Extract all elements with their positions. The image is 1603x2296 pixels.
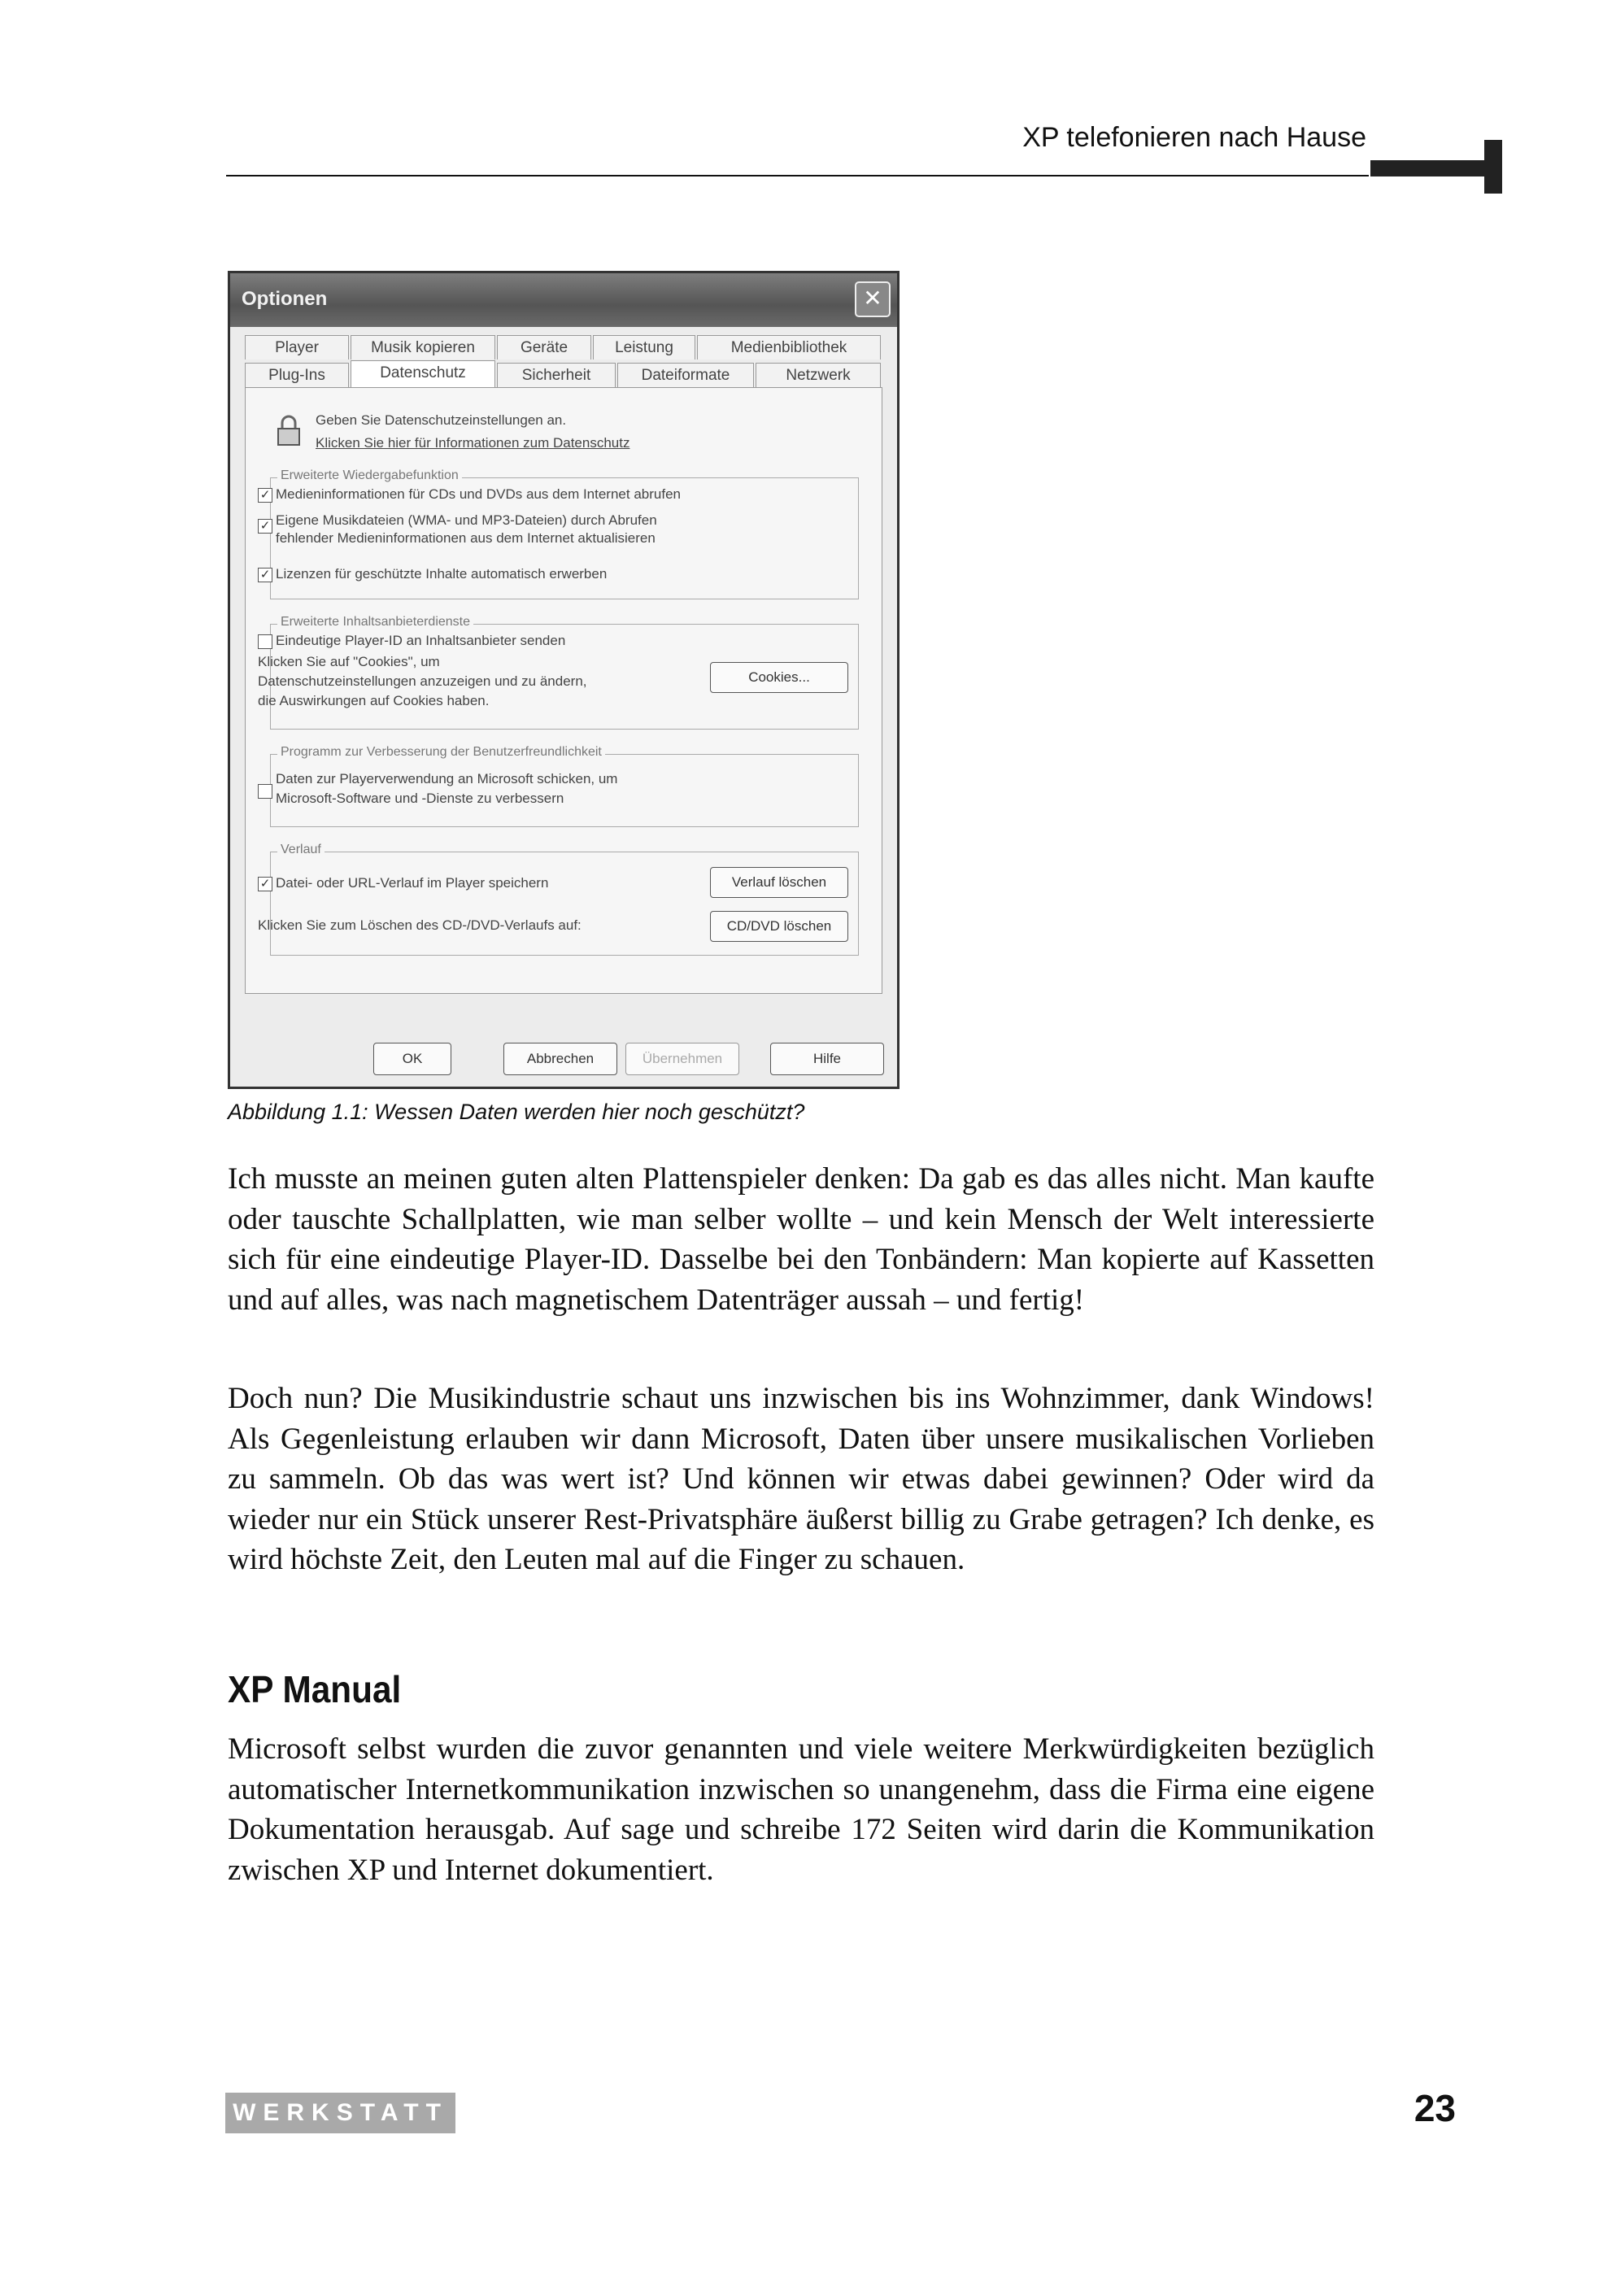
privacy-info-link: Klicken Sie hier für Informationen zum Datenschutz xyxy=(316,435,630,451)
checkbox-player-id xyxy=(258,634,272,649)
clear-history-button: Verlauf löschen xyxy=(710,867,848,898)
group-content-providers xyxy=(258,615,859,730)
paragraph-1: Ich musste an meinen guten alten Plattenspieler denken: Da gab es das alles nicht. Man kaufte oder tauschte Schallplatten, wie man selber wollte – und kein Mensch der Welt interessierte sich für eine eindeutige Player-ID. Dasselbe bei den Tonbändern: Man kopierte auf Kassetten und auf alles, was nach magnetischem Datenträger aussah – und fertig! xyxy=(228,1162,1374,1317)
cookies-text-1: Klicken Sie auf "Cookies", um xyxy=(258,654,440,669)
privacy-panel xyxy=(245,387,882,994)
help-button: Hilfe xyxy=(770,1043,884,1075)
publisher-logo: WERKSTATT xyxy=(225,2093,455,2133)
clear-cd-history-button: CD/DVD löschen xyxy=(710,911,848,942)
header-rule xyxy=(226,175,1369,176)
ok-button: OK xyxy=(373,1043,451,1075)
tabs-row-1 xyxy=(245,335,882,361)
tab-datenschutz: Datenschutz xyxy=(351,360,495,388)
section-heading: XP Manual xyxy=(228,1668,402,1710)
page-number: 23 xyxy=(1414,2087,1456,2129)
checkbox-usage-data xyxy=(258,784,272,799)
group-content-providers-title: Erweiterte Inhaltsanbieterdienste xyxy=(277,615,473,630)
label-update-music-files-1: Eigene Musikdateien (WMA- und MP3-Dateien) durch Abrufen xyxy=(276,512,657,528)
tab-leistung: Leistung xyxy=(593,335,695,359)
tab-sicherheit: Sicherheit xyxy=(497,363,616,387)
cookies-button: Cookies... xyxy=(710,662,848,693)
group-usability-program xyxy=(270,745,859,827)
dialog-titlebar xyxy=(230,273,897,327)
options-dialog-screenshot xyxy=(228,271,900,1089)
label-update-music-files-2: fehlender Medieninformationen aus dem Internet aktualisieren xyxy=(276,530,656,546)
label-media-info: Medieninformationen für CDs und DVDs aus dem Internet abrufen xyxy=(276,486,681,502)
group-history-title: Verlauf xyxy=(277,843,325,857)
tab-plug-ins: Plug-Ins xyxy=(245,363,349,387)
cancel-button: Abbrechen xyxy=(503,1043,617,1075)
group-playback-title: Erweiterte Wiedergabefunktion xyxy=(277,468,462,483)
privacy-intro-text: Geben Sie Datenschutzeinstellungen an. xyxy=(316,412,567,428)
header-tab-marker-drop xyxy=(1484,140,1502,194)
checkbox-update-music-files: ✓ xyxy=(258,519,272,534)
cookies-text-2: Datenschutzeinstellungen anzuzeigen und zu ändern, xyxy=(258,673,587,689)
figure-caption: Abbildung 1.1: Wessen Daten werden hier noch geschützt? xyxy=(228,1100,805,1124)
label-history: Datei- oder URL-Verlauf im Player speichern xyxy=(276,875,549,891)
checkbox-media-info: ✓ xyxy=(258,488,272,503)
checkbox-licenses: ✓ xyxy=(258,568,272,582)
paragraph-2: Doch nun? Die Musikindustrie schaut uns inzwischen bis ins Wohnzimmer, dank Windows! Als Gegenleistung erlauben wir dann Microsoft, Daten über unsere musikalischen Vorlieben zu sammeln. Ob das was wert ist? Und können wir etwas dabei gewinnen? Oder wird da wieder nur ein Stück unserer Rest-Privatsphäre äußerst billig zu Grabe getragen? Ich denke, es wird höchste Zeit, den Leuten mal auf die Finger zu schauen. xyxy=(228,1382,1374,1576)
tab-geraete: Geräte xyxy=(497,335,591,359)
label-usage-data-2: Microsoft-Software und -Dienste zu verbessern xyxy=(276,791,564,806)
paragraph-3: Microsoft selbst wurden die zuvor genannten und viele weitere Merkwürdigkeiten bezüglich automatischer Internetkommunikation inzwischen so unangenehm, dass die Firma eine eigene Dokumentation herausgab. Auf sage und schreibe 172 Seiten wird darin die Kommunikation zwischen XP und Internet dokumentiert. xyxy=(228,1732,1374,1887)
cd-history-text: Klicken Sie zum Löschen des CD-/DVD-Verlaufs auf: xyxy=(258,917,582,933)
running-header-title: XP telefonieren nach Hause xyxy=(1022,122,1366,153)
tab-medienbibliothek: Medienbibliothek xyxy=(697,335,881,359)
tab-player: Player xyxy=(245,335,349,359)
cookies-text-3: die Auswirkungen auf Cookies haben. xyxy=(258,693,490,708)
header-tab-marker xyxy=(1370,160,1484,176)
tab-musik-kopieren: Musik kopieren xyxy=(351,335,495,359)
close-icon: ✕ xyxy=(855,281,891,317)
group-usability-program-title: Programm zur Verbesserung der Benutzerfreundlichkeit xyxy=(277,745,605,760)
apply-button: Übernehmen xyxy=(625,1043,739,1075)
lock-icon xyxy=(275,414,303,447)
label-usage-data-1: Daten zur Playerverwendung an Microsoft schicken, um xyxy=(276,771,618,786)
dialog-title: Optionen xyxy=(242,288,328,310)
group-history xyxy=(258,843,859,956)
label-player-id: Eindeutige Player-ID an Inhaltsanbieter senden xyxy=(276,633,566,648)
tab-dateiformate: Dateiformate xyxy=(617,363,754,387)
tabs-row-2 xyxy=(245,363,882,389)
checkbox-history: ✓ xyxy=(258,877,272,891)
label-licenses: Lizenzen für geschützte Inhalte automatisch erwerben xyxy=(276,566,608,582)
group-playback xyxy=(259,468,859,599)
tab-netzwerk: Netzwerk xyxy=(756,363,881,387)
